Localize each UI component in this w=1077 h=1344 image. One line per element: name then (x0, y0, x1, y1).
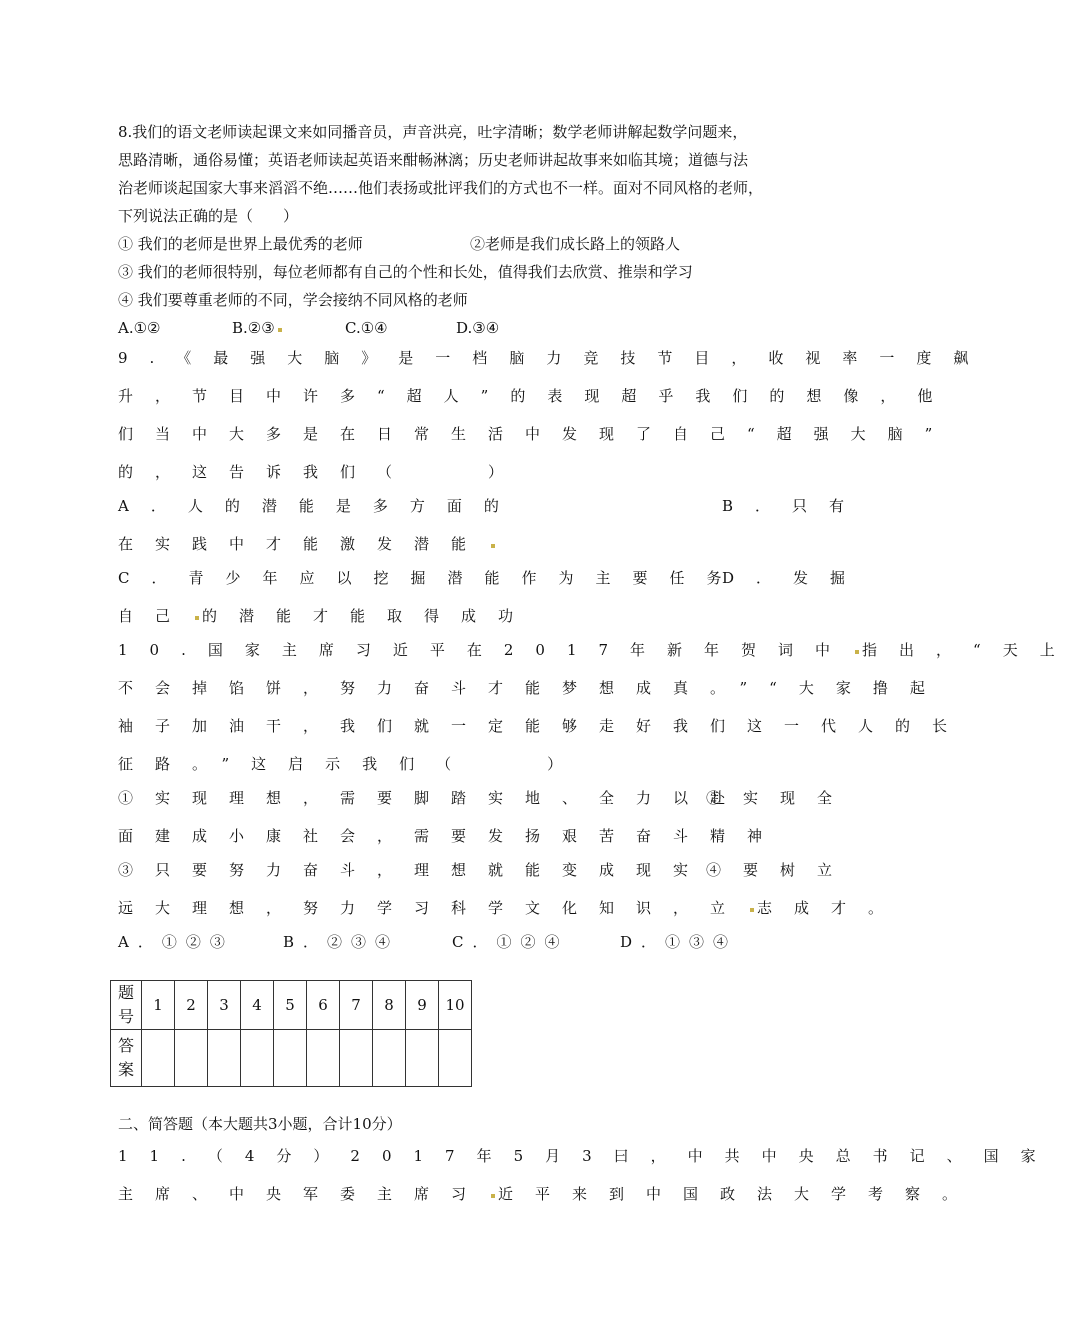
q10-option-4-part2 (118, 898, 905, 918)
q9-option-a: A．人的潜能是多方面的 (118, 497, 521, 515)
q8-line-1: 8.我们的语文老师读起课文来如同播音员，声音洪亮，吐字清晰；数学老师讲解起数学问题来， (118, 123, 748, 141)
mark-dot (855, 650, 859, 654)
answer-cell[interactable] (439, 1030, 472, 1087)
q8-choice-a: A.①② (118, 319, 161, 337)
q10-choice-b: B．②③④ (283, 933, 400, 951)
answer-cell[interactable] (373, 1030, 406, 1087)
q8-option-1: ① 我们的老师是世界上最优秀的老师 (118, 235, 363, 253)
section-2-heading: 二、简答题（本大题共3小题，合计10分） (118, 1115, 402, 1133)
answer-table-number: 1 (142, 981, 175, 1030)
q8-choice-c: C.①④ (345, 319, 388, 337)
answer-table-number: 7 (340, 981, 373, 1030)
answer-table-number: 6 (307, 981, 340, 1030)
answer-table-number: 3 (208, 981, 241, 1030)
q10-option-4-part1: ④要树立 (706, 861, 855, 879)
q11-line-2-a: 主席、中央军委主席习 (118, 1185, 489, 1203)
answer-cell[interactable] (340, 1030, 373, 1087)
answer-cell[interactable] (307, 1030, 340, 1087)
q10-choice-d: D．①③④ (620, 933, 738, 951)
mark-dot (491, 1194, 495, 1198)
q9-option-b-part2 (118, 534, 498, 554)
q10-line-1 (118, 640, 1077, 660)
q10-option-4-text-b: 志成才。 (757, 899, 906, 917)
q10-line-3: 袖子加油干，我们就一定能够走好我们这一代人的长 (118, 717, 970, 735)
q10-option-3: ③只要努力奋斗，理想就能变成现实 (118, 861, 711, 879)
q8-choice-b (232, 318, 285, 338)
q9-option-c: C．青少年应以挖掘潜能作为主要任务 (118, 569, 744, 587)
answer-cell[interactable] (175, 1030, 208, 1087)
q11-line-2-b: 近平来到中国政法大学考察。 (498, 1185, 980, 1203)
answer-table (110, 980, 472, 1087)
q9-option-b-text: 在实践中才能激发潜能 (118, 535, 489, 553)
q10-option-4-text-a: 远大理想，努力学习科学文化知识，立 (118, 899, 748, 917)
q8-line-2: 思路清晰，通俗易懂；英语老师读起英语来酣畅淋漓；历史老师讲起故事来如临其境；道德与法 (118, 151, 749, 169)
q8-option-4: ④ 我们要尊重老师的不同，学会接纳不同风格的老师 (118, 291, 468, 309)
q8-choice-d: D.③④ (456, 319, 500, 337)
answer-table-number: 10 (439, 981, 472, 1030)
answer-table-header-row (111, 981, 472, 1030)
q9-option-d-text-a: 自己 (118, 607, 193, 625)
answer-cell[interactable] (241, 1030, 274, 1087)
answer-table-answer-row (111, 1030, 472, 1087)
q9-option-d-part2 (118, 606, 535, 626)
mark-dot (278, 328, 282, 332)
q11-line-2 (118, 1184, 979, 1204)
mark-dot (750, 908, 754, 912)
answer-table-answer-label: 答案 (111, 1030, 142, 1087)
q10-line-1-b: 指出，“天上 (862, 641, 1077, 659)
answer-table-number: 2 (175, 981, 208, 1030)
answer-cell[interactable] (142, 1030, 175, 1087)
mark-dot (195, 616, 199, 620)
q10-option-2-part1: ②实现全 (706, 789, 855, 807)
q8-option-2: ②老师是我们成长路上的领路人 (470, 235, 681, 253)
q9-line-1: 9.《最强大脑》是一档脑力竞技节目，收视率一度飙 (118, 349, 991, 367)
q10-line-4: 征路。”这启示我们（ ） (118, 755, 585, 773)
q9-line-3: 们当中大多是在日常生活中发现了自己“超强大脑” (118, 425, 955, 443)
q9-option-b-part1: B．只有 (722, 497, 867, 515)
q8-option-3: ③ 我们的老师很特别，每位老师都有自己的个性和长处，值得我们去欣赏、推崇和学习 (118, 263, 693, 281)
q9-line-4: 的，这告诉我们（ ） (118, 463, 526, 481)
q9-option-d-text-b: 的潜能才能取得成功 (202, 607, 536, 625)
q8-line-4: 下列说法正确的是（ ） (118, 207, 299, 225)
answer-table-number: 9 (406, 981, 439, 1030)
q11-line-1: 11.（4分）2017年5月3曰，中共中央总书记、国家 (118, 1147, 1058, 1165)
mark-dot (491, 544, 495, 548)
q10-line-1-a: 10.国家主席习近平在2017年新年贺词中 (118, 641, 853, 659)
q10-option-1: ①实现理想，需要脚踏实地、全力以赴 (118, 789, 748, 807)
q9-option-d-part1: D．发掘 (722, 569, 868, 587)
q10-line-2: 不会掉馅饼，努力奋斗才能梦想成真。”“大家撸起 (118, 679, 947, 697)
q9-line-2: 升，节目中许多“超人”的表现超乎我们的想像，他 (118, 387, 955, 405)
answer-cell[interactable] (406, 1030, 439, 1087)
answer-table-number: 4 (241, 981, 274, 1030)
q8-choice-b-text: B.②③ (232, 319, 275, 337)
q10-option-2-part2: 面建成小康社会，需要发扬艰苦奋斗精神 (118, 827, 785, 845)
answer-cell[interactable] (208, 1030, 241, 1087)
answer-cell[interactable] (274, 1030, 307, 1087)
answer-table-header-label: 题号 (111, 981, 142, 1030)
answer-table-number: 5 (274, 981, 307, 1030)
answer-table-number: 8 (373, 981, 406, 1030)
q8-line-3: 治老师谈起国家大事来滔滔不绝……他们表扬或批评我们的方式也不一样。面对不同风格的老师， (118, 179, 764, 197)
q10-choice-a: A．①②③ (118, 933, 234, 951)
q10-choice-c: C．①②④ (452, 933, 569, 951)
